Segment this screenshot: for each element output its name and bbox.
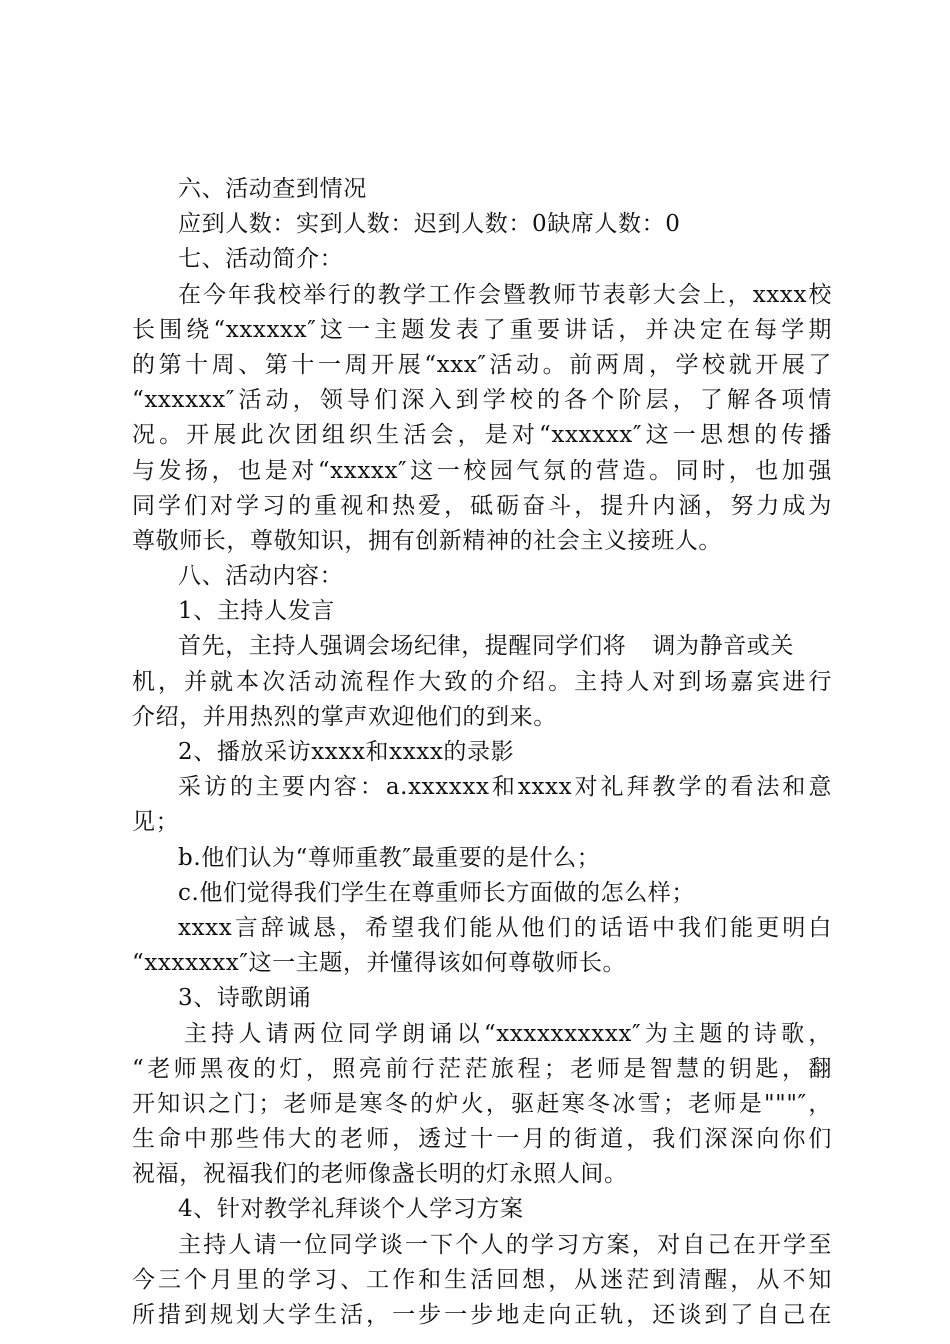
paragraph-line: 尊敬师长，尊敬知识，拥有创新精神的社会主义接班人。: [132, 527, 722, 554]
section-heading-content: 八、活动内容：: [178, 563, 344, 590]
paragraph-line: 见；: [132, 809, 180, 836]
document-body: [132, 172, 832, 1333]
subheading-interview-video: 2、播放采访xxxx和xxxx的录影: [178, 739, 515, 765]
paragraph-line: 同学们对学习的重视和热爱，砥砺奋斗，提升内涵，努力成为: [132, 492, 832, 519]
text-segment: 调为静音或关: [652, 633, 795, 660]
paragraph-line: [132, 629, 832, 664]
paragraph-line: 况。开展此次团组织生活会，是对“xxxxxx″这一思想的传播: [132, 422, 832, 449]
paragraph-line: 主持人请一位同学谈一下个人的学习方案，对自己在开学至: [178, 1231, 832, 1258]
paragraph-line: 的第十周、第十一周开展“xxx″活动。前两周，学校就开展了: [132, 351, 832, 378]
attendance-counts: 应到人数：实到人数：迟到人数：0缺席人数：0: [178, 211, 681, 238]
subheading-poetry-recital: 3、诗歌朗诵: [178, 985, 312, 1012]
paragraph-line: 今三个月里的学习、工作和生活回想，从迷茫到清醒，从不知: [132, 1266, 832, 1293]
section-heading-attendance: 六、活动查到情况: [178, 176, 367, 202]
paragraph-line: “xxxxxxx″这一主题，并懂得该如何尊敬师长。: [132, 950, 627, 977]
text-segment: 首先，主持人强调会场纪律，提醒同学们将: [178, 633, 627, 660]
paragraph-line: 介绍，并用热烈的掌声欢迎他们的到来。: [132, 703, 557, 730]
paragraph-line: 机，并就本次活动流程作大致的介绍。主持人对到场嘉宾进行: [132, 668, 832, 695]
paragraph-line: 祝福，祝福我们的老师像盏长明的灯永照人间。: [132, 1161, 628, 1188]
paragraph-line: 开知识之门；老师是寒冬的炉火，驱赶寒冬冰雪；老师是"""″，: [132, 1090, 832, 1117]
paragraph-line: “老师黑夜的灯，照亮前行茫茫旅程；老师是智慧的钥匙，翻: [132, 1055, 832, 1082]
paragraph-line: 长围绕“xxxxxx″这一主题发表了重要讲话，并决定在每学期: [132, 316, 832, 343]
subheading-host-speech: 1、主持人发言: [178, 598, 335, 625]
subheading-study-plan: 4、针对教学礼拜谈个人学习方案: [178, 1196, 524, 1223]
paragraph-line: 所措到规划大学生活，一步一步地走向正轨，还谈到了自己在: [132, 1302, 832, 1328]
section-heading-summary: 七、活动简介：: [178, 246, 344, 273]
paragraph-line: 主持人请两位同学朗诵以“xxxxxxxxxx″为主题的诗歌，: [184, 1020, 832, 1047]
list-item: c.他们觉得我们学生在尊重师长方面做的怎么样；: [178, 879, 695, 906]
paragraph-line: 与发扬，也是对“xxxxx″这一校园气氛的营造。同时，也加强: [132, 457, 832, 484]
paragraph-line: 生命中那些伟大的老师，透过十一月的街道，我们深深向你们: [132, 1126, 832, 1153]
paragraph-line: 采访的主要内容：a.xxxxxx和xxxx对礼拜教学的看法和意: [178, 774, 832, 801]
list-item: b.他们认为“尊师重教″最重要的是什么；: [178, 844, 601, 871]
paragraph-line: “xxxxxx″活动，领导们深入到学校的各个阶层，了解各项情: [132, 387, 832, 414]
paragraph-line: xxxx言辞诚恳，希望我们能从他们的话语中我们能更明白: [178, 914, 832, 941]
paragraph-line: 在今年我校举行的教学工作会暨教师节表彰大会上，xxxx校: [178, 281, 832, 308]
